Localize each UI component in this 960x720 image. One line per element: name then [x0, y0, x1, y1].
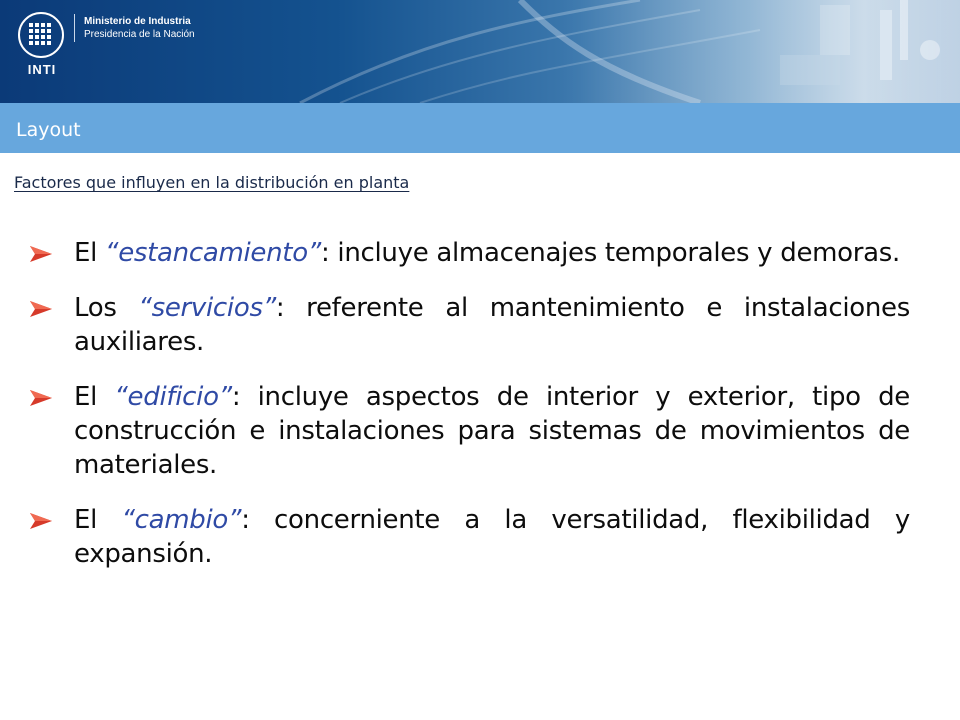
- bullet-item: [30, 291, 910, 359]
- bullet-prefix: El: [74, 505, 122, 535]
- bullet-term: “cambio”: [121, 505, 242, 535]
- slide-subtitle: Factores que influyen en la distribución en planta: [14, 173, 410, 192]
- bullet-text: : concerniente a la versatilidad, flexibilidad y expansión.: [74, 505, 910, 569]
- bullet-prefix: Los: [74, 293, 139, 323]
- bullet-prefix: El: [74, 238, 106, 268]
- bullet-term: “estancamiento”: [105, 238, 321, 268]
- bullet-text: : referente al mantenimiento e instalaciones auxiliares.: [74, 293, 911, 357]
- inti-grid-logo-icon: [18, 12, 64, 58]
- bullet-prefix: El: [74, 382, 115, 412]
- red-arrow-icon: [30, 513, 52, 529]
- red-arrow-icon: [30, 246, 52, 262]
- bullet-item: [30, 503, 910, 571]
- logo-text: INTI: [27, 62, 57, 77]
- bullet-item: [30, 380, 910, 482]
- red-arrow-icon: [30, 390, 52, 406]
- bullet-item: [30, 236, 910, 270]
- bullet-text: : incluye aspectos de interior y exterior, tipo de construcción e instalaciones para sistemas de movimientos de materiales.: [74, 382, 910, 480]
- bullet-text: : incluye almacenajes temporales y demoras.: [320, 238, 901, 268]
- logo-divider: [74, 14, 75, 42]
- section-bar: [0, 103, 960, 153]
- red-arrow-icon: [30, 301, 52, 317]
- bullet-term: “servicios”: [138, 293, 276, 323]
- header-banner: [0, 0, 960, 103]
- ministry-line-2: Presidencia de la Nación: [84, 29, 195, 40]
- bullet-term: “edificio”: [114, 382, 232, 412]
- bullet-list: [30, 236, 910, 592]
- section-title: Layout: [16, 119, 81, 141]
- ministry-line-1: Ministerio de Industria: [84, 16, 191, 27]
